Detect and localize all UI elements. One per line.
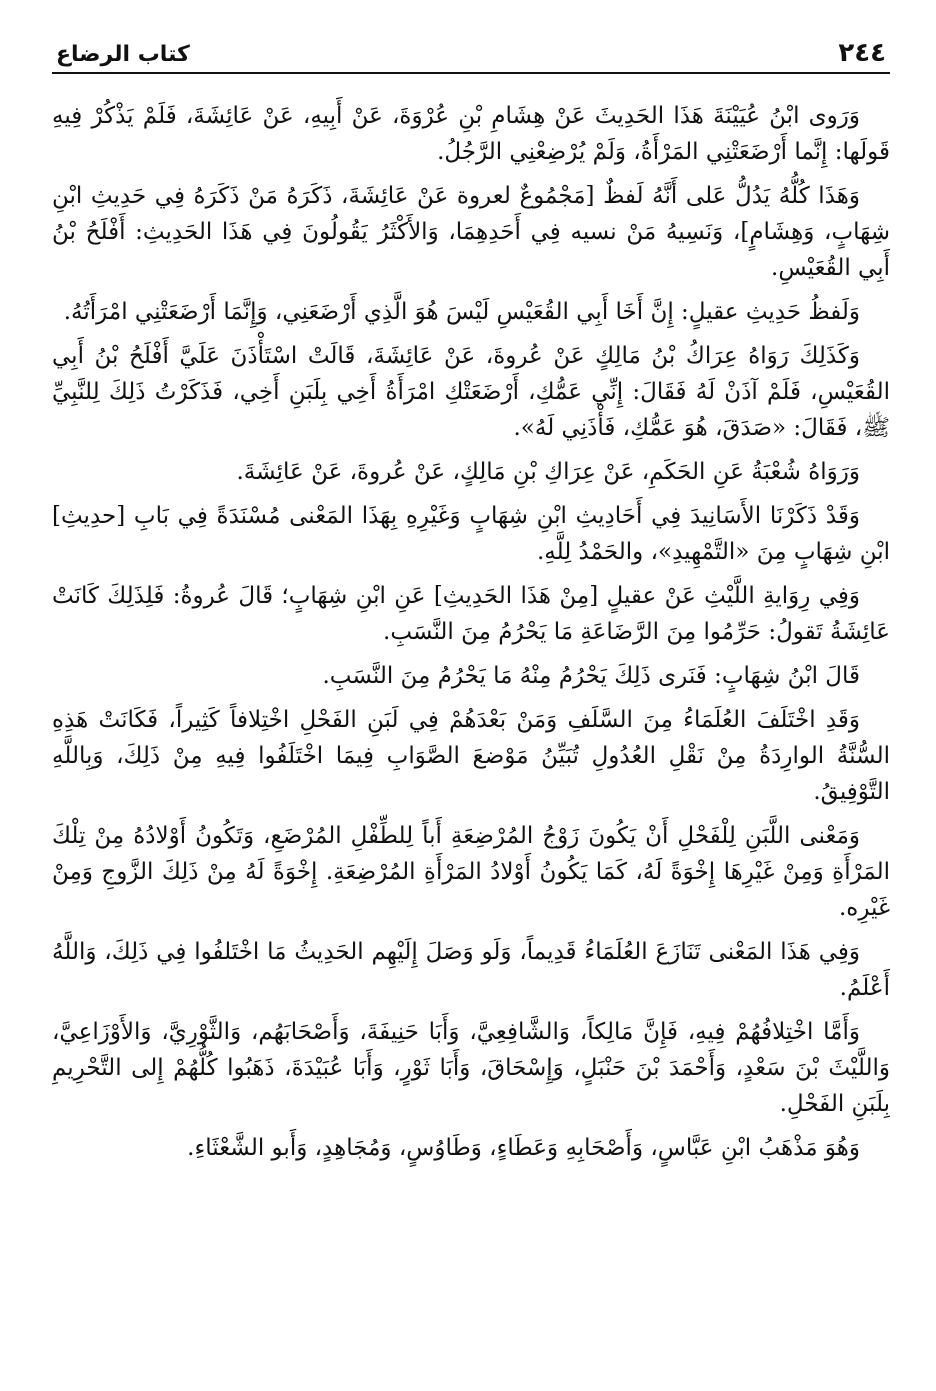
paragraph-12: وَأَمَّا اخْتِلافُهُمْ فِيهِ، فَإِنَّ مَالِكاً، وَالشَّافِعِيَّ، وَأَبَا حَنِيفَةَ، وَأَصْحَابَهُم، وَالثَّوْرِيَّ، وَالأَوْزَاعِيَّ، وَاللَّيْثَ بْنَ سَعْدٍ، وَأَحْمَدَ بْنَ حَنْبَلٍ، وَإِسْحَاقَ، وَأَبَا ثَوْرٍ، وَأَبَا عُبَيْدَةَ، ذَهَبُوا كُلُّهُمْ إِلى التَّحْرِيمِ بِلَبَنِ الفَحْلِ. [52,1019,890,1117]
paragraph-11: وَفِي هَذَا المَعْنى تَنَازَعَ العُلَمَاءُ قَدِيماً، وَلَو وَصَلَ إِلَيْهِم الحَدِيثُ مَا اخْتَلفُوا فِي ذَلِكَ، وَاللَّهُ أَعْلَمُ. [52,939,890,1001]
paragraph-3: وَلَفظُ حَدِيثِ عقيلٍ: إِنَّ أَخَا أَبِي القُعَيْسِ لَيْسَ هُوَ الَّذِي أَرْضَعَنِي، وَإِنَّمَا أَرْضَعَتْنِي امْرَأَتُهُ. [63,299,860,325]
paragraph-8: قَالَ ابْنُ شِهَابٍ: فَنَرى ذَلِكَ يَحْرُمُ مِنْهُ مَا يَحْرُمُ مِنَ النَّسَبِ. [322,663,860,689]
body-text [52,98,890,1166]
paragraph-6: وَقَدْ ذَكَرْنَا الأَسَانِيدَ فِي أَحَادِيثِ ابْنِ شِهَابٍ وَغَيْرِهِ بِهَذَا المَعْنى مُسْنَدَةً فِي بَابِ [حدِيثِ] ابْنِ شِهَابٍ مِنَ «التَّمْهِيدِ»، والحَمْدُ لِلَّهِ. [52,503,890,565]
running-title: كتاب الرضاع [56,42,190,67]
book-page [52,22,890,1372]
paragraph-1: وَرَوى ابْنُ عُيَيْنَةَ هَذَا الحَدِيثَ عَنْ هِشَامِ بْنِ عُرْوَةَ، عَنْ أَبِيهِ، عَنْ عَائِشَةَ، فَلَمْ يَذْكُرْ فِيهِ قَولَها: إِنَّما أَرْضَعَتْنِي المَرْأَةُ، وَلَمْ يُرْضِعْنِي الرَّجُلُ. [52,103,890,165]
paragraph-13: وَهُوَ مَذْهَبُ ابْنِ عَبَّاسٍ، وَأَصْحَابِهِ وَعَطَاءٍ، وَطَاوُسٍ، وَمُجَاهِدٍ، وَأَبو الشَّعْثَاءِ. [187,1135,860,1161]
paragraph-10: وَمَعْنى اللَّبَنِ لِلْفَحْلِ أَنْ يَكُونَ زَوْجُ المُرْضِعَةِ أَباً لِلطِّفْلِ المُرْضَعِ، وَتَكُونُ أَوْلادُهُ مِنْ تِلْكَ المَرْأَةِ وَمِنْ غَيْرِهَا إِخْوَةً لَهُ، كَمَا يَكُونُ أَوْلادُ المَرْأَةِ المُرْضِعَةِ. إِخْوَةً لَهُ مِنْ ذَلِكَ الزَّوجِ وَمِنْ غَيْرِه. [52,823,890,921]
paragraph-5: وَرَوَاهُ شُعْبَةُ عَنِ الحَكَمِ، عَنْ عِرَاكِ بْنِ مَالِكٍ، عَنْ عُروةَ، عَنْ عَائِشَةَ. [236,459,860,485]
paragraph-7: وَفِي رِوَايةِ اللَّيْثِ عَنْ عقيلٍ [مِنْ هَذَا الحَدِيثِ] عَنِ ابْنِ شِهَابٍ؛ قَالَ عُروةُ: فَلِذَلِكَ كَانَتْ عَائِشَةُ تَقولُ: حَرِّمُوا مِنَ الرَّضَاعَةِ مَا يَحْرُمُ مِنَ النَّسَبِ. [52,583,890,645]
running-header [52,22,890,74]
paragraph-9: وَقَدِ اخْتَلَفَ العُلَمَاءُ مِنَ السَّلَفِ وَمَنْ بَعْدَهُمْ فِي لَبَنِ الفَحْلِ اخْتِلافاً كَثِيراً، فَكَانَتْ هَذِهِ السُّنَّةُ الوارِدَةُ مِنْ نَقْلِ العُدُولِ تُبَيِّنُ مَوْضعَ الصَّوَابِ فِيمَا اخْتَلَفُوا فِيهِ مِنْ ذَلِكَ، وَبِاللَّهِ التَّوْفِيقُ. [52,707,890,805]
page-number: ٢٤٤ [838,38,886,68]
paragraph-4: وَكَذَلِكَ رَوَاهُ عِرَاكُ بْنُ مَالِكٍ عَنْ عُروةَ، عَنْ عَائِشَةَ، قَالَتْ اسْتَأْذَنَ عَلَيَّ أَفْلَحُ بْنُ أَبِي القُعَيْسِ، فَلَمْ آذَنْ لَهُ فَقَالَ: إِنِّي عَمُّكِ، أَرْضَعَتْكِ امْرَأَةُ أَخِي بِلَبَنِ أَخِي، فَذَكَرْتُ ذَلِكَ لِلنَّبِيِّ ﷺ، فَقَالَ: «صَدَقَ، هُوَ عَمُّكِ، فَأْذَنِي لَهُ». [52,343,890,441]
paragraph-2: وَهَذَا كُلُّهُ يَدُلُّ عَلى أَنَّهُ لَفظٌ [مَجْمُوعٌ لعروة عَنْ عَائِشَةَ، ذَكَرَهُ مَنْ ذَكَرَهُ فِي حَدِيثِ ابْنِ شِهَابٍ، وَهِشَامٍ]، وَنَسِيهُ مَنْ نسيه فِي أَحَدِهِمَا، وَالأَكْثَرُ يَقُولُونَ فِي هَذَا الحَدِيثِ: أَفْلَحُ بْنُ أَبِي القُعَيْسِ. [52,183,890,281]
